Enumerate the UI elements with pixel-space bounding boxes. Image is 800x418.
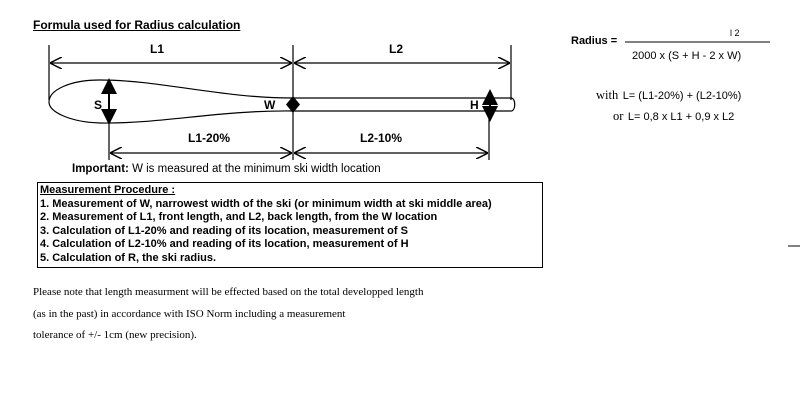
- formula-lhs: Radius =: [571, 35, 618, 47]
- label-l2-10: L2-10%: [360, 131, 403, 145]
- formula-with-line: [596, 86, 741, 104]
- formula-numerator: l 2: [730, 28, 740, 38]
- with-expression: L= (L1-20%) + (L2-10%): [622, 90, 742, 102]
- with-label: with: [596, 88, 619, 102]
- procedure-step: 4. Calculation of L2-10% and reading of its location, measurement of H: [40, 238, 409, 251]
- label-l2: L2: [389, 42, 404, 56]
- important-text: W is measured at the minimum ski width location: [132, 163, 381, 175]
- measurement-procedure-box: [37, 182, 543, 268]
- label-s: S: [94, 98, 103, 112]
- label-h: H: [470, 98, 479, 112]
- or-expression: L= 0,8 x L1 + 0,9 x L2: [627, 111, 735, 123]
- label-w: W: [264, 98, 276, 112]
- note-line: tolerance of +/- 1cm (new precision).: [33, 329, 197, 341]
- procedure-step: 3. Calculation of L1-20% and reading of its location, measurement of S: [40, 224, 408, 237]
- note-line: (as in the past) in accordance with ISO Norm including a measurement: [33, 308, 346, 320]
- procedure-step: 2. Measurement of L1, front length, and L2, back length, from the W location: [40, 211, 438, 224]
- formula-denominator: 2000 x (S + H - 2 x W): [632, 50, 742, 62]
- diagram-title: Formula used for Radius calculation: [33, 18, 241, 32]
- label-l1: L1: [150, 42, 165, 56]
- procedure-heading: Measurement Procedure :: [40, 184, 176, 196]
- procedure-step: 1. Measurement of W, narrowest width of the ski (or minimum width at ski middle area): [40, 197, 492, 210]
- note-line: Please note that length measurment will be effected based on the total developped length: [33, 286, 424, 298]
- or-label: or: [613, 109, 624, 123]
- label-l1-20: L1-20%: [188, 131, 231, 145]
- ski-outline: [49, 80, 515, 123]
- formula-or-line: [613, 107, 734, 125]
- important-label: Important:: [72, 163, 129, 175]
- important-note: [72, 163, 381, 175]
- procedure-step: 5. Calculation of R, the ski radius.: [40, 251, 217, 264]
